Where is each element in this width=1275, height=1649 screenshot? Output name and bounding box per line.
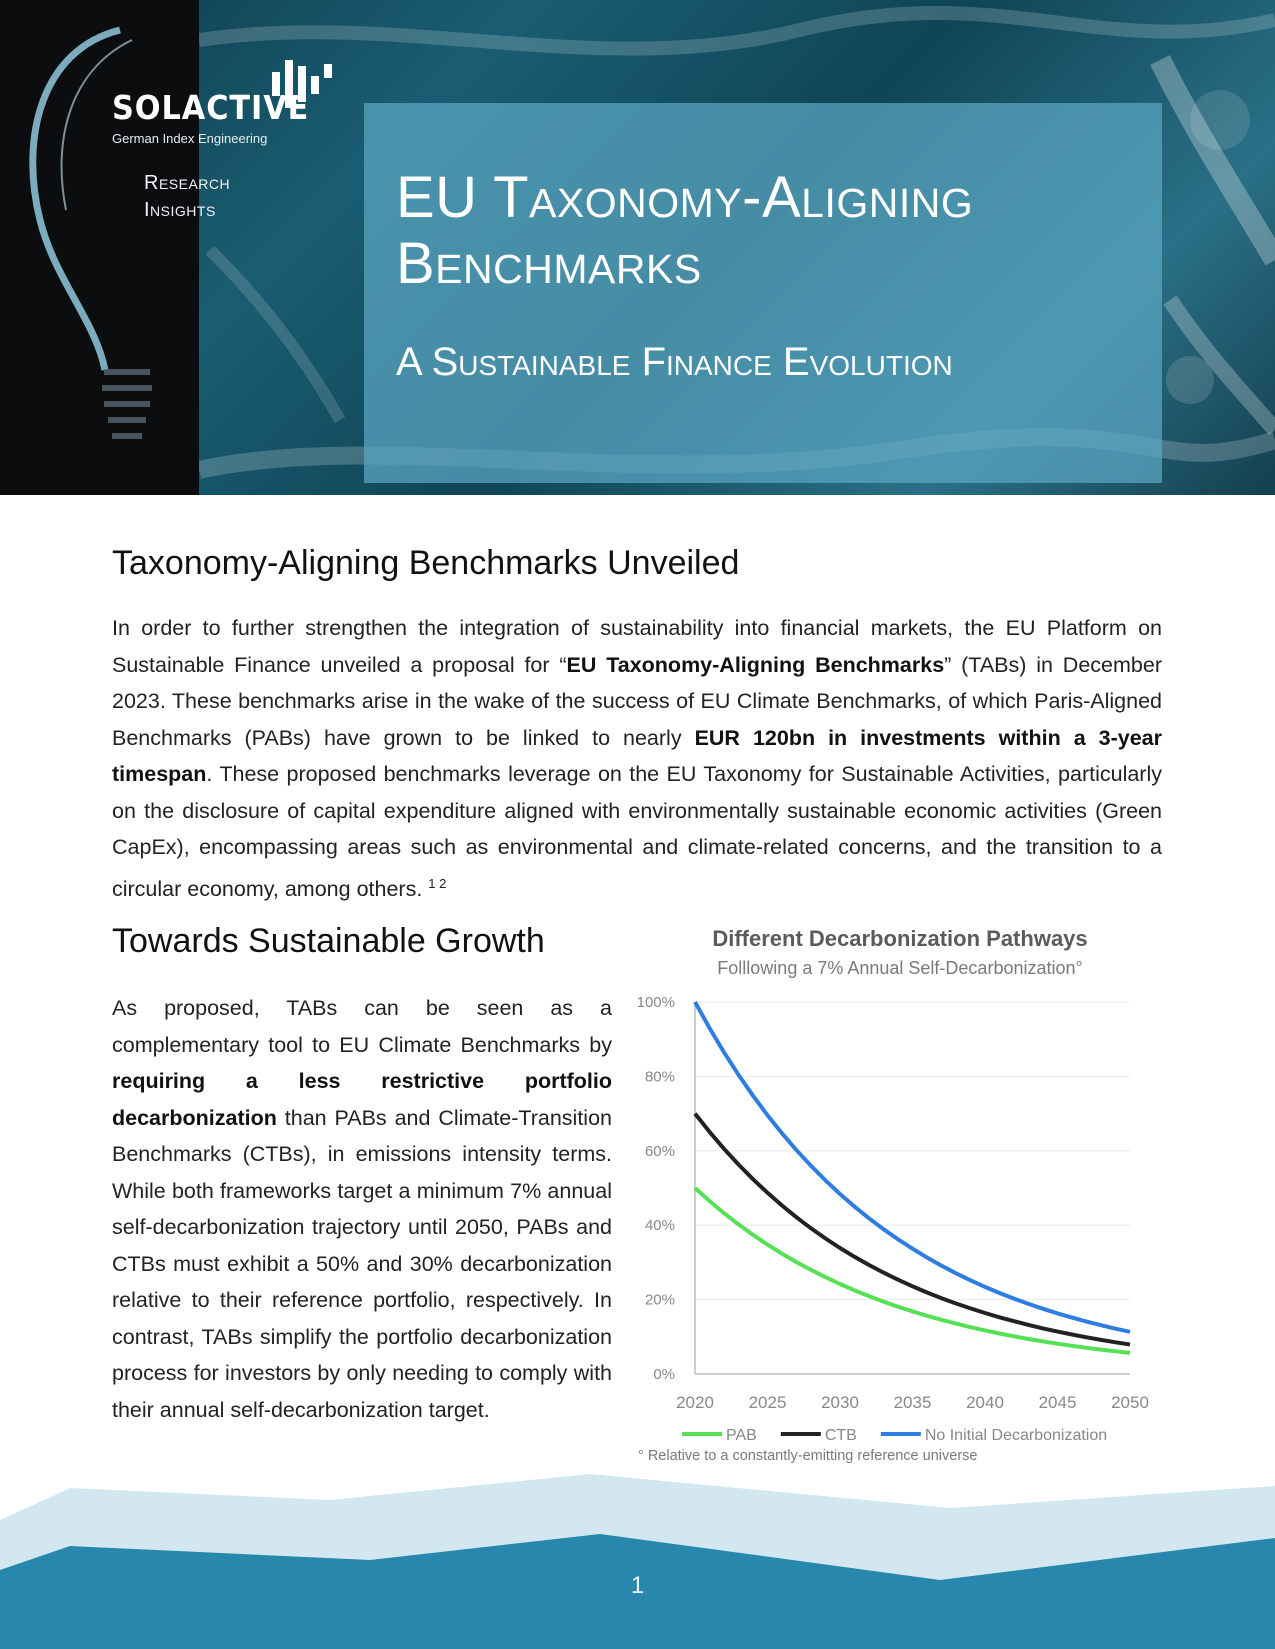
intro-text-1: In order to further strengthen the integration of sustainability into financial markets, the EU Platform on Sustainable Finance unveiled a proposal for “ (112, 616, 1162, 677)
growth-paragraph (112, 990, 612, 1428)
section-heading-growth: Towards Sustainable Growth (112, 922, 545, 960)
footnote-refs: 1 2 (428, 875, 447, 891)
legend-label-ctb: CTB (824, 1427, 857, 1442)
intro-text-3: . These proposed benchmarks leverage on the EU Taxonomy for Sustainable Activities, particularly on the disclosure of capital expenditure aligned with environmentally sustainable economic activities (Green CapEx), encompassing areas such as environmental and climate-related concerns, and the transition to a circular economy, among others. (112, 762, 1162, 901)
y-tick-label: 80% (644, 1068, 675, 1086)
footer-waves (0, 1460, 1275, 1649)
x-tick-label: 2050 (1111, 1393, 1149, 1412)
x-tick-label: 2045 (1038, 1393, 1077, 1412)
y-tick-label: 100% (636, 994, 675, 1011)
series-line-no-initial-decarbonization (695, 1002, 1130, 1332)
chart-footnote: ° Relative to a constantly-emitting reference universe (638, 1448, 978, 1464)
cover-banner (0, 0, 1275, 495)
intro-paragraph (112, 610, 1162, 907)
y-tick-label: 40% (644, 1217, 675, 1235)
page-number: 1 (630, 1572, 645, 1599)
series-line-pab (695, 1188, 1130, 1353)
page-title-line2: Benchmarks (396, 231, 702, 296)
page-subtitle: A Sustainable Finance Evolution (396, 340, 953, 384)
x-tick-label: 2035 (893, 1393, 932, 1412)
section-heading-unveiled: Taxonomy-Aligning Benchmarks Unveiled (112, 544, 740, 582)
page-title-line1: EU Taxonomy-Aligning (396, 165, 974, 230)
chart-title: Different Decarbonization Pathways (712, 926, 1088, 951)
logo-wordmark: SOLACTIVE (112, 88, 310, 127)
decarbonization-chart (630, 922, 1150, 1472)
x-tick-label: 2025 (748, 1393, 787, 1412)
chart-plot (630, 922, 1150, 1442)
series-label-line2: Insights (144, 199, 216, 221)
y-tick-label: 0% (653, 1366, 675, 1383)
growth-text-2: than PABs and Climate-Transition Benchmarks (CTBs), in emissions intensity terms. While both frameworks target a minimum 7% annual self-decarbonization trajectory until 2050, PABs and CTBs must exhibit a 50% and 30% decarbonization relative to their reference portfolio, respectively. In contrast, TABs simplify the portfolio decarbonization process for investors by only needing to comply with their annual self-decarbonization target. (112, 1105, 612, 1422)
legend-label-no-initial-decarbonization: No Initial Decarbonization (924, 1427, 1108, 1442)
intro-bold-1: EU Taxonomy-Aligning Benchmarks (566, 652, 945, 677)
chart-subtitle: Folllowing a 7% Annual Self-Decarbonization° (717, 958, 1083, 978)
intro-bold-2: EUR 120bn in investments within a 3-year timespan (112, 725, 1162, 786)
growth-bold-1: requiring a less restrictive portfolio decarbonization (112, 1069, 612, 1130)
series-label-line1: Research (144, 172, 231, 194)
logo-tagline: German Index Engineering (112, 131, 268, 146)
growth-text-1: As proposed, TABs can be seen as a complementary tool to EU Climate Benchmarks by (112, 996, 612, 1057)
intro-text-2: ” (TABs) in December 2023. These benchmarks arise in the wake of the success of EU Climate Benchmarks, of which Paris-Aligned Benchmarks (PABs) have grown to be linked to nearly (112, 652, 1162, 750)
solactive-logo (112, 58, 342, 148)
series-label (144, 170, 230, 224)
title-panel (364, 103, 1162, 483)
x-tick-label: 2030 (821, 1393, 859, 1412)
x-tick-label: 2040 (966, 1393, 1004, 1412)
legend-label-pab: PAB (726, 1427, 757, 1442)
page-title (396, 165, 973, 297)
x-tick-label: 2020 (676, 1393, 714, 1412)
y-tick-label: 60% (644, 1142, 675, 1160)
y-tick-label: 20% (644, 1291, 675, 1309)
